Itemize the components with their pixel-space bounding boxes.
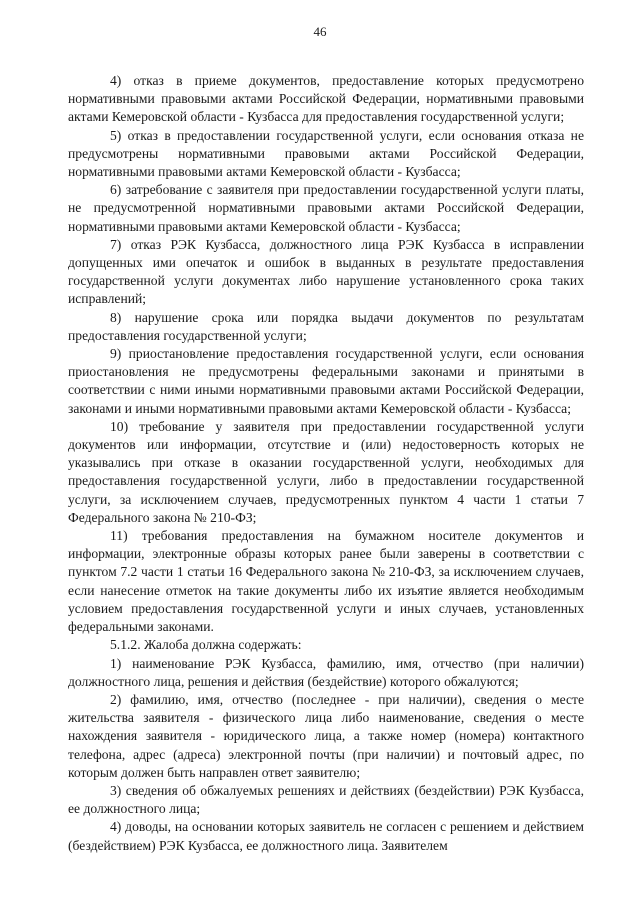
- paragraph-item-5: 5) отказ в предоставлении государственной услуги, если основания отказа не предусмотрены нормативными правовыми актами Российской Федерации, нормативными правовыми актами Кемеровской области - Кузбасса;: [68, 127, 584, 180]
- complaint-item-3: 3) сведения об обжалуемых решениях и действиях (бездействии) РЭК Кузбасса, ее должностного лица;: [68, 782, 584, 817]
- section-heading-5-1-2: 5.1.2. Жалоба должна содержать:: [110, 637, 302, 653]
- paragraph-item-7: 7) отказ РЭК Кузбасса, должностного лица РЭК Кузбасса в исправлении допущенных ими опечаток и ошибок в выданных в результате предоставления государственной услуги документах либо нарушение установленного срока таких исправлений;: [68, 236, 584, 307]
- paragraph-item-10: 10) требование у заявителя при предоставлении государственной услуги документов или информации, отсутствие и (или) недостоверность которых не указывались при отказе в оказании государственной услуги, необходимых для предоставления государственной услуги, либо в предоставлении государственной услуги, за исключением случаев, предусмотренных пунктом 4 части 1 статьи 7 Федерального закона № 210-ФЗ;: [68, 418, 584, 525]
- paragraph-item-11: 11) требования предоставления на бумажном носителе документов и информации, электронные образы которых ранее были заверены в соответствии с пунктом 7.2 части 1 статьи 16 Федерального закона № 210-ФЗ, за исключением случаев, если нанесение отметок на такие документы либо их изъятие является необходимым условием предоставления государственной услуги и иных случаев, установленных федеральными законами.: [68, 528, 584, 635]
- document-body: [68, 72, 584, 855]
- paragraph-item-9: 9) приостановление предоставления государственной услуги, если основания приостановления не предусмотрены федеральными законами и принятыми в соответствии с ними иными нормативными правовыми актами Российской Федерации, законами и иными нормативными правовыми актами Кемеровской области - Кузбасса;: [68, 346, 584, 416]
- complaint-item-1: 1) наименование РЭК Кузбасса, фамилию, имя, отчество (при наличии) должностного лица, решения и действия (бездействие) которого обжалуются;: [68, 655, 584, 689]
- page-number: 46: [313, 24, 327, 39]
- paragraph-item-6: 6) затребование с заявителя при предоставлении государственной услуги платы, не предусмотренной нормативными правовыми актами Российской Федерации, нормативными правовыми актами Кемеровской области - Кузбасса;: [68, 182, 584, 234]
- paragraph-item-4: 4) отказ в приеме документов, предоставление которых предусмотрено нормативными правовыми актами Российской Федерации, нормативными правовыми актами Кемеровской области - Кузбасса для предоставления государственной услуги;: [68, 73, 584, 125]
- paragraph-item-8: 8) нарушение срока или порядка выдачи документов по результатам предоставления государственной услуги;: [68, 309, 584, 343]
- complaint-item-4: 4) доводы, на основании которых заявитель не согласен с решением и действием (бездействием) РЭК Кузбасса, ее должностного лица. Заявителем: [68, 819, 584, 853]
- complaint-item-2: 2) фамилию, имя, отчество (последнее - при наличии), сведения о месте жительства заявителя - физического лица либо наименование, сведения о месте нахождения заявителя - юридического лица, а также номер (номера) контактного телефона, адрес (адреса) электронной почты (при наличии) и почтовый адрес, по которым должен быть направлен ответ заявителю;: [68, 691, 584, 780]
